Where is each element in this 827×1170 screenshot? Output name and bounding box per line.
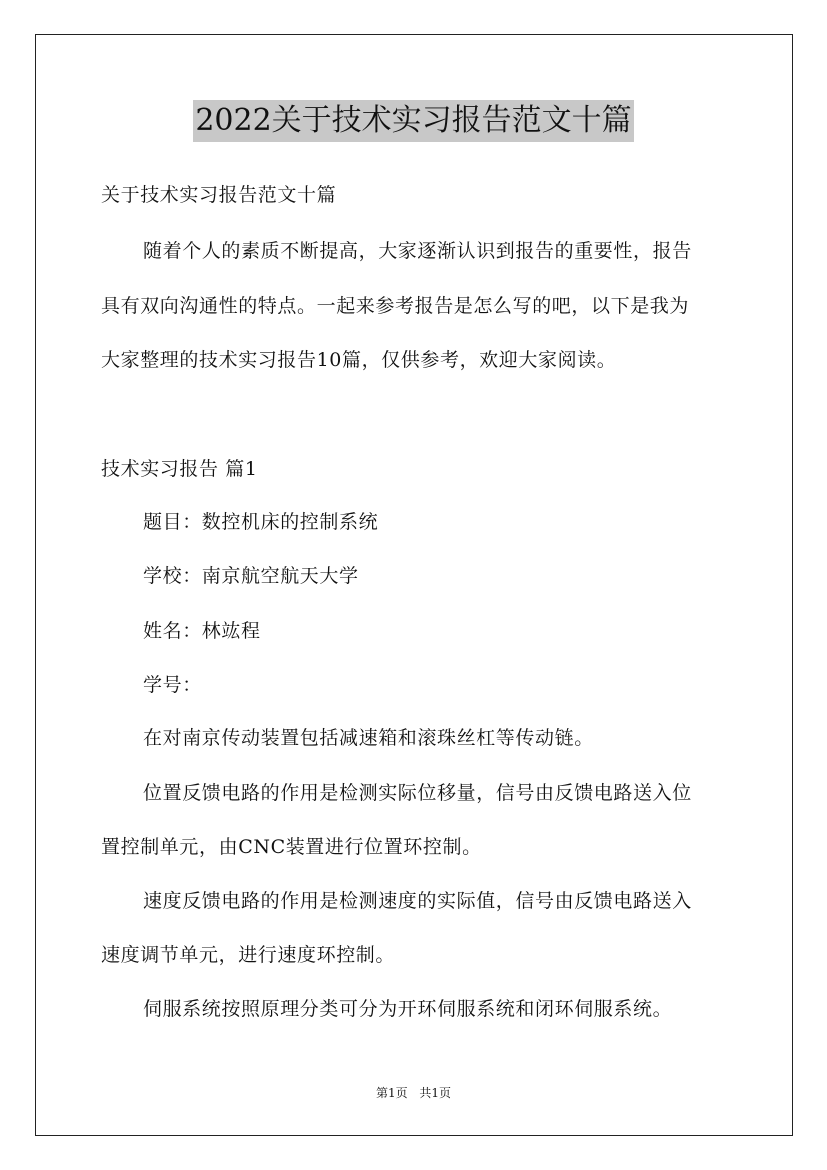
- section-heading: 技术实习报告 篇1: [101, 458, 258, 480]
- paragraph-1: 在对南京传动装置包括减速箱和滚珠丝杠等传动链。: [143, 727, 594, 749]
- page-number: 第1页: [375, 1086, 408, 1100]
- document-title: 2022关于技术实习报告范文十篇: [193, 100, 633, 142]
- page-footer: [0, 1084, 827, 1101]
- report-topic: 题目：数控机床的控制系统: [143, 511, 379, 533]
- paragraph-2-line-2: 置控制单元，由CNC装置进行位置环控制。: [101, 836, 482, 858]
- report-student-id: 学号：: [143, 674, 202, 696]
- paragraph-2-line-1: 位置反馈电路的作用是检测实际位移量，信号由反馈电路送入位: [143, 782, 692, 804]
- title-container: [0, 100, 827, 142]
- page-total: 共1页: [419, 1086, 452, 1100]
- intro-line-2: 具有双向沟通性的特点。一起来参考报告是怎么写的吧，以下是我为: [101, 295, 690, 317]
- report-school: 学校：南京航空航天大学: [143, 565, 359, 587]
- intro-line-1: 随着个人的素质不断提高，大家逐渐认识到报告的重要性，报告: [143, 240, 692, 262]
- paragraph-3-line-1: 速度反馈电路的作用是检测速度的实际值，信号由反馈电路送入: [143, 890, 692, 912]
- intro-line-3: 大家整理的技术实习报告10篇，仅供参考，欢迎大家阅读。: [101, 349, 617, 371]
- document-subtitle: 关于技术实习报告范文十篇: [101, 184, 337, 206]
- paragraph-3-line-2: 速度调节单元，进行速度环控制。: [101, 944, 396, 966]
- paragraph-4: 伺服系统按照原理分类可分为开环伺服系统和闭环伺服系统。: [143, 998, 673, 1020]
- report-author-name: 姓名：林竑程: [143, 620, 261, 642]
